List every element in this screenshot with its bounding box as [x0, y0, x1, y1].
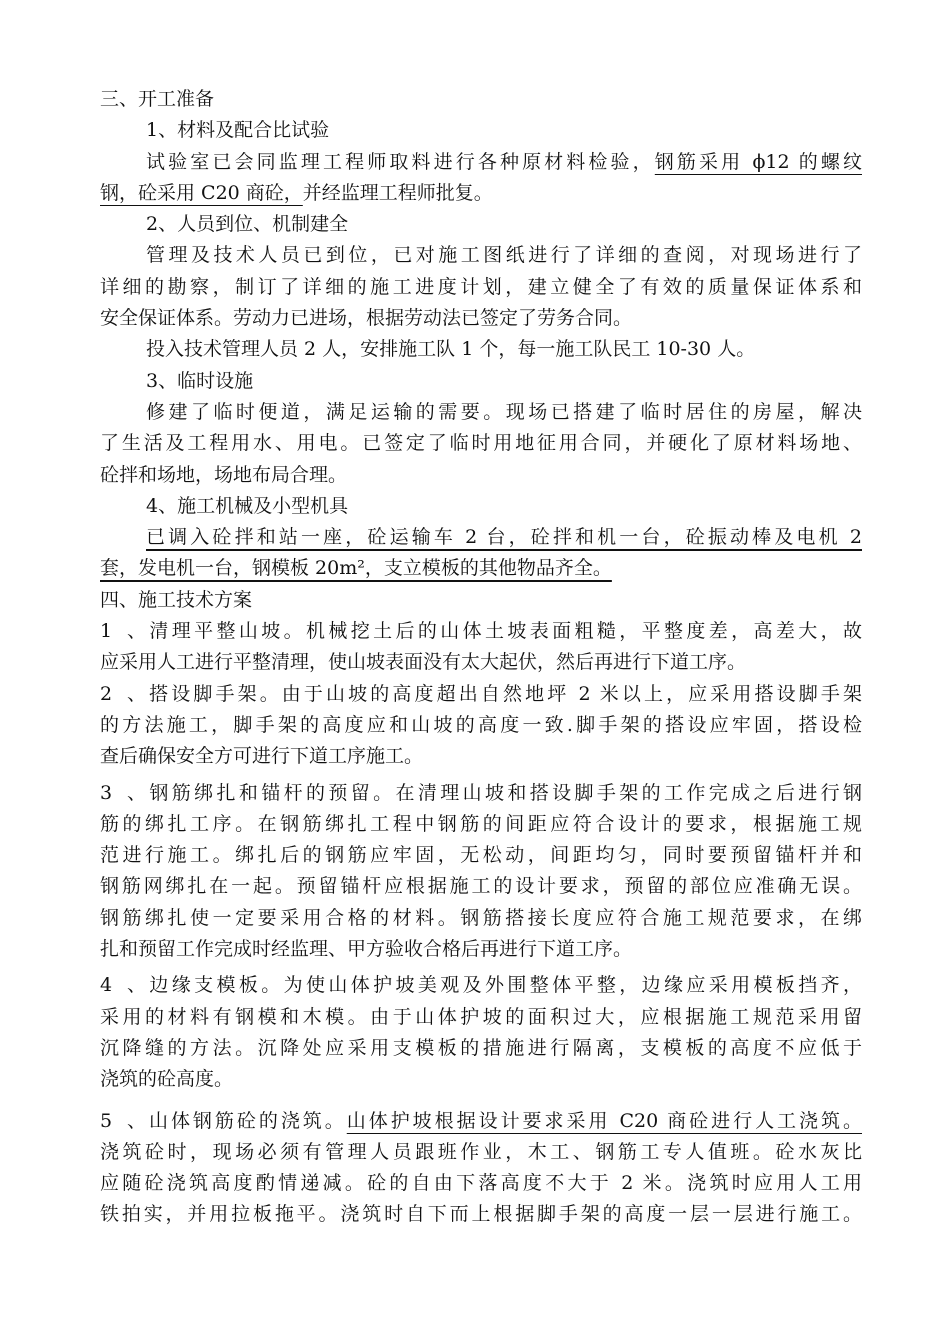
item-number: 2、: [100, 682, 146, 705]
paragraph-line: 管理及技术人员已到位，已对施工图纸进行了详细的查阅，对现场进行了: [146, 244, 862, 267]
numbered-item-line: [100, 679, 862, 710]
underlined-text: 钢，砼采用 C20 商砼，: [100, 181, 303, 204]
paragraph-line: 范进行施工。绑扎后的钢筋应牢固，无松动，间距均匀，同时要预留锚杆并和: [100, 844, 862, 867]
paragraph-line: 钢筋网绑扎在一起。预留锚杆应根据施工的设计要求，预留的部位应准确无误。: [100, 875, 862, 898]
subsection-4-heading: 4、施工机械及小型机具: [146, 494, 349, 517]
text-run: 并经监理工程师批复。: [302, 181, 493, 204]
paragraph-line: 应采用人工进行平整清理，使山坡表面没有太大起伏，然后再进行下道工序。: [100, 651, 747, 674]
paragraph-line: 了生活及工程用水、用电。已签定了临时用地征用合同，并硬化了原材料场地、: [100, 432, 862, 455]
numbered-item-line: [100, 778, 862, 809]
text-run: 山体钢筋砼的浇筑。: [146, 1109, 347, 1132]
underlined-text: 山体护坡根据设计要求采用 C20 商砼进行人工浇筑。: [346, 1109, 862, 1132]
paragraph-line: 筋的绑扎工序。在钢筋绑扎工程中钢筋的间距应符合设计的要求，根据施工规: [100, 812, 862, 835]
paragraph-line: [100, 178, 862, 209]
item-number: 5、: [100, 1109, 146, 1132]
paragraph-line: 浇筑砼时，现场必须有管理人员跟班作业，木工、钢筋工专人值班。砼水灰比: [100, 1140, 862, 1163]
text-run: 试验室已会同监理工程师取料进行各种原材料检验，: [146, 150, 655, 173]
subsection-2-heading: 2、人员到位、机制建全: [146, 213, 349, 236]
section-4-heading: 四、施工技术方案: [100, 588, 253, 611]
item-number: 3、: [100, 781, 146, 804]
numbered-item-line: [100, 616, 862, 647]
paragraph-line: 采用的材料有钢模和木模。由于山体护坡的面积过大，应根据施工规范采用留: [100, 1005, 862, 1028]
paragraph-line: 扎和预留工作完成时经监理、甲方验收合格后再进行下道工序。: [100, 938, 633, 961]
underlined-text: 钢筋采用 ϕ12 的螺纹: [654, 150, 862, 173]
underlined-text: 套，发电机一台，钢模板 20m²，支立模板的其他物品齐全。: [100, 557, 612, 580]
paragraph-line: 铁拍实，并用拉板拖平。浇筑时自下而上根据脚手架的高度一层一层进行施工。: [100, 1203, 862, 1226]
paragraph-line: 钢筋绑扎使一定要采用合格的材料。钢筋搭接长度应符合施工规范要求，在绑: [100, 906, 862, 929]
paragraph-line: 沉降缝的方法。沉降处应采用支模板的措施进行隔离，支模板的高度不应低于: [100, 1036, 862, 1059]
document-page: [100, 84, 862, 1231]
paragraph-line: 的方法施工，脚手架的高度应和山坡的高度一致.脚手架的搭设应牢固，搭设检: [100, 713, 862, 736]
text-run: 清理平整山坡。机械挖土后的山体土坡表面粗糙，平整度差，高差大，故: [146, 620, 862, 643]
text-run: 钢筋绑扎和锚杆的预留。在清理山坡和搭设脚手架的工作完成之后进行钢: [146, 781, 862, 804]
paragraph-line: 砼拌和场地，场地布局合理。: [100, 463, 348, 486]
subsection-1-heading: 1、材料及配合比试验: [146, 119, 330, 142]
item-number: 4、: [100, 974, 146, 997]
paragraph-line: 应随砼浇筑高度酌情递减。砼的自由下落高度不大于 2 米。浇筑时应用人工用: [100, 1172, 862, 1195]
paragraph-line: 查后确保安全方可进行下道工序施工。: [100, 745, 424, 768]
numbered-item-line: [100, 1106, 862, 1137]
paragraph-line: 浇筑的砼高度。: [100, 1068, 234, 1091]
numbered-item-line: [100, 970, 862, 1001]
spacer: [100, 1096, 862, 1106]
paragraph-line: 投入技术管理人员 2 人，安排施工队 1 个，每一施工队民工 10-30 人。: [146, 338, 756, 361]
subsection-3-heading: 3、临时设施: [146, 369, 254, 392]
paragraph-line: [100, 147, 862, 178]
paragraph-line: 修建了临时便道，满足运输的需要。现场已搭建了临时居住的房屋，解决: [146, 400, 862, 423]
text-run: 边缘支模板。为使山体护坡美观及外围整体平整，边缘应采用模板挡齐，: [146, 974, 862, 997]
item-number: 1、: [100, 620, 146, 643]
underlined-text: 已调入砼拌和站一座，砼运输车 2 台，砼拌和机一台，砼振动棒及电机 2: [146, 526, 862, 549]
paragraph-line: [100, 522, 862, 553]
section-3-heading: 三、开工准备: [100, 88, 215, 110]
text-run: 搭设脚手架。由于山坡的高度超出自然地坪 2 米以上，应采用搭设脚手架: [146, 682, 862, 705]
paragraph-line: 详细的勘察，制订了详细的施工进度计划，建立健全了有效的质量保证体系和: [100, 275, 862, 298]
paragraph-line: 安全保证体系。劳动力已进场，根据劳动法已签定了劳务合同。: [100, 307, 633, 330]
paragraph-line: [100, 553, 862, 584]
